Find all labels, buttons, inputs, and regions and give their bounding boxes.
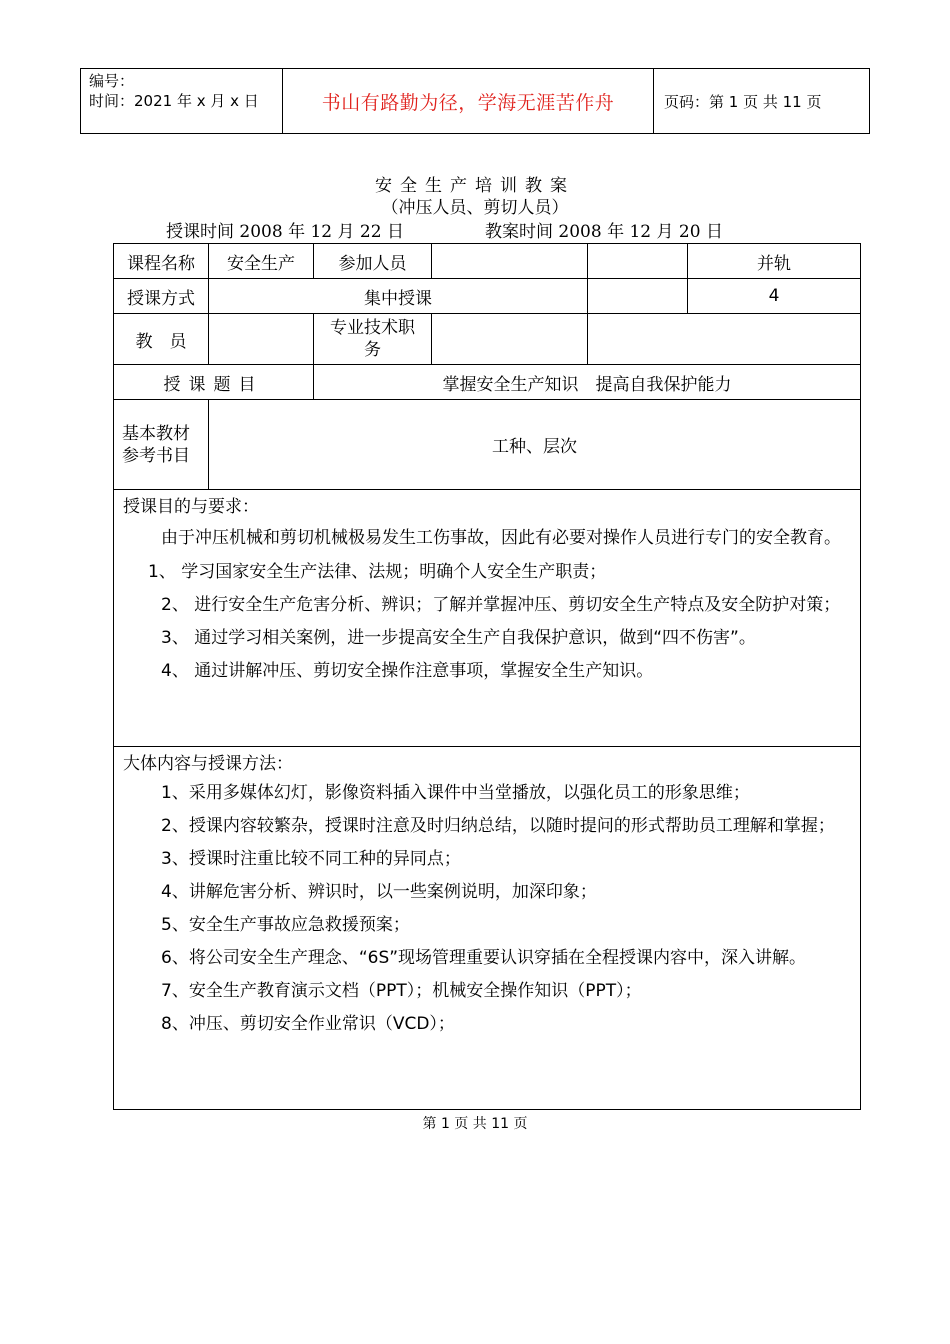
methods-section xyxy=(114,747,861,1110)
plan-time: 教案时间 2008 年 12 月 20 日 xyxy=(485,222,723,242)
professional-title-value xyxy=(432,314,588,365)
page-footer: 第 1 页 共 11 页 xyxy=(422,1116,528,1132)
method-item: 8、冲压、剪切安全作业常识（VCD）； xyxy=(161,1014,455,1034)
empty-cell xyxy=(588,279,688,314)
document-subtitle: （冲压人员、剪切人员） xyxy=(381,198,569,218)
method-value: 集中授课 xyxy=(209,279,588,314)
parallel-value: 并轨 xyxy=(688,244,861,279)
objective-item: 4、 通过讲解冲压、剪切安全操作注意事项，掌握安全生产知识。 xyxy=(161,661,654,681)
methods-heading: 大体内容与授课方法： xyxy=(123,754,293,774)
objectives-heading: 授课目的与要求： xyxy=(123,497,259,517)
objective-item: 3、 通过学习相关案例，进一步提高安全生产自我保护意识，做到“四不伤害”。 xyxy=(161,628,756,648)
document-title: 安全生产培训教案 xyxy=(375,176,575,196)
course-name-value: 安全生产 xyxy=(209,244,314,279)
method-item: 6、将公司安全生产理念、“6S”现场管理重要认识穿插在全程授课内容中，深入讲解。 xyxy=(161,948,807,968)
method-item: 1、采用多媒体幻灯，影像资料插入课件中当堂播放，以强化员工的形象思维； xyxy=(161,783,750,803)
method-label: 授课方式 xyxy=(114,279,209,314)
topic-label: 授课题目 xyxy=(114,365,314,400)
header-motto: 书山有路勤为径，学海无涯苦作舟 xyxy=(283,69,654,134)
objective-item: 2、 进行安全生产危害分析、辨识；了解并掌握冲压、剪切安全生产特点及安全防护对策； xyxy=(161,595,841,615)
method-item: 3、授课时注重比较不同工种的异同点； xyxy=(161,849,461,869)
participants-label: 参加人员 xyxy=(314,244,432,279)
objective-item: 1、 学习国家安全生产法律、法规；明确个人安全生产职责； xyxy=(148,562,607,582)
empty-cell xyxy=(588,244,688,279)
header-page-number: 页码：第 1 页 共 11 页 xyxy=(654,69,870,134)
header-number: 编号： xyxy=(89,72,135,90)
textbook-label: 基本教材参考书目 xyxy=(114,400,209,490)
method-item: 4、讲解危害分析、辨识时，以一些案例说明，加深印象； xyxy=(161,882,597,902)
header-meta xyxy=(81,69,283,134)
lecture-time: 授课时间 2008 年 12 月 22 日 xyxy=(166,222,404,242)
empty-cell xyxy=(588,314,861,365)
method-item: 5、安全生产事故应急救援预案； xyxy=(161,915,410,935)
lesson-plan-table xyxy=(113,243,861,1110)
header-time: 时间：2021 年 x 月 x 日 xyxy=(89,92,259,110)
teacher-label: 教 员 xyxy=(114,314,209,365)
objectives-intro: 由于冲压机械和剪切机械极易发生工伤事故，因此有必要对操作人员进行专门的安全教育。 xyxy=(161,528,841,548)
document-header xyxy=(80,68,870,134)
professional-title-label: 专业技术职务 xyxy=(314,314,432,365)
topic-value: 掌握安全生产知识 提高自我保护能力 xyxy=(314,365,861,400)
method-item: 2、授课内容较繁杂，授课时注意及时归纳总结，以随时提问的形式帮助员工理解和掌握； xyxy=(161,816,835,836)
method-item: 7、安全生产教育演示文档（PPT）；机械安全操作知识（PPT）； xyxy=(161,981,642,1001)
count-value: 4 xyxy=(688,279,861,314)
teacher-value xyxy=(209,314,314,365)
participants-value xyxy=(432,244,588,279)
objectives-section xyxy=(114,490,861,747)
textbook-value: 工种、层次 xyxy=(209,400,861,490)
course-name-label: 课程名称 xyxy=(114,244,209,279)
